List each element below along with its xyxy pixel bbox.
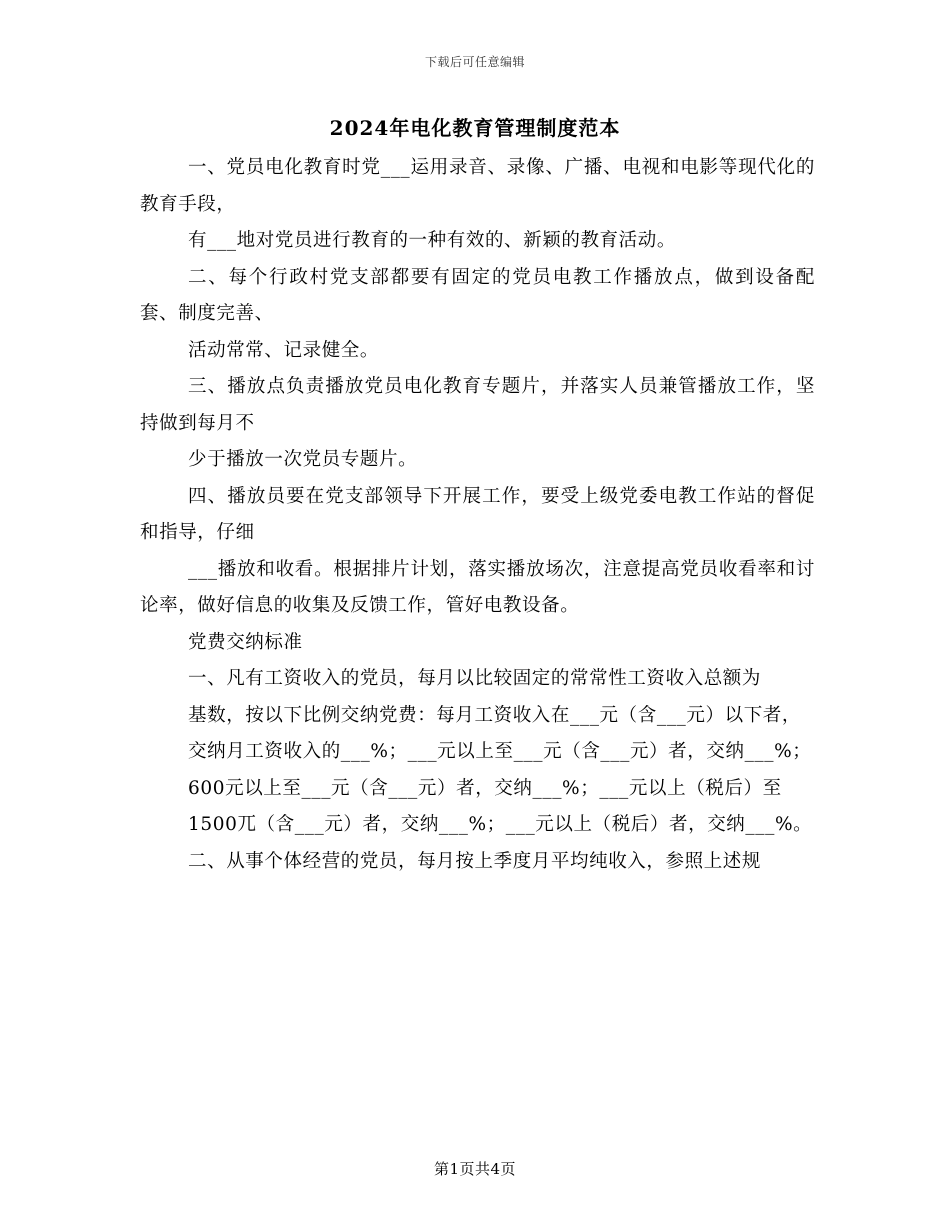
paragraph: 基数，按以下比例交纳党费：每月工资收入在___元（含___元）以下者，: [188, 704, 802, 726]
document-body: [140, 150, 815, 880]
paragraph: 活动常常、记录健全。: [188, 339, 380, 361]
paragraph: 一、凡有工资收入的党员，每月以比较固定的常常性工资收入总额为: [188, 668, 762, 689]
paragraph: 1500兀（含___元）者，交纳___%；___元以上（税后）者，交纳___%。: [188, 814, 813, 835]
section-heading-party-fee: 党费交纳标准: [188, 631, 303, 653]
paragraph: 有___地对党员进行教育的一种有效的、新颖的教育活动。: [188, 230, 676, 251]
paragraph: 二、从事个体经营的党员，每月按上季度月平均纯收入，参照上述规: [188, 850, 762, 872]
paragraph: ___播放和收看。根据排片计划，落实播放场次，注意提高党员收看率和讨论率，做好信息的收集及反馈工作，管好电教设备。: [140, 558, 815, 616]
paragraph: 四、播放员要在党支部领导下开展工作，要受上级党委电教工作站的督促和指导，仔细: [140, 485, 815, 543]
paragraph: 三、播放点负责播放党员电化教育专题片，并落实人员兼管播放工作，坚持做到每月不: [140, 376, 815, 434]
paragraph: 一、党员电化教育时党___运用录音、录像、广播、电视和电影等现代化的教育手段，: [140, 157, 815, 215]
paragraph: 少于播放一次党员专题片。: [188, 449, 418, 470]
paragraph: 600元以上至___元（含___元）者，交纳___%；___元以上（税后）至: [188, 777, 782, 799]
header-note: 下载后可任意编辑: [424, 55, 525, 69]
paragraph: 交纳月工资收入的___%；___元以上至___元（含___元）者，交纳___%；: [188, 741, 812, 762]
paragraph: 二、每个行政村党支部都要有固定的党员电教工作播放点，做到设备配套、制度完善、: [140, 266, 815, 324]
page-footer: 第1页共4页: [433, 1160, 517, 1178]
document-title: 2024年电化教育管理制度范本: [329, 116, 621, 140]
